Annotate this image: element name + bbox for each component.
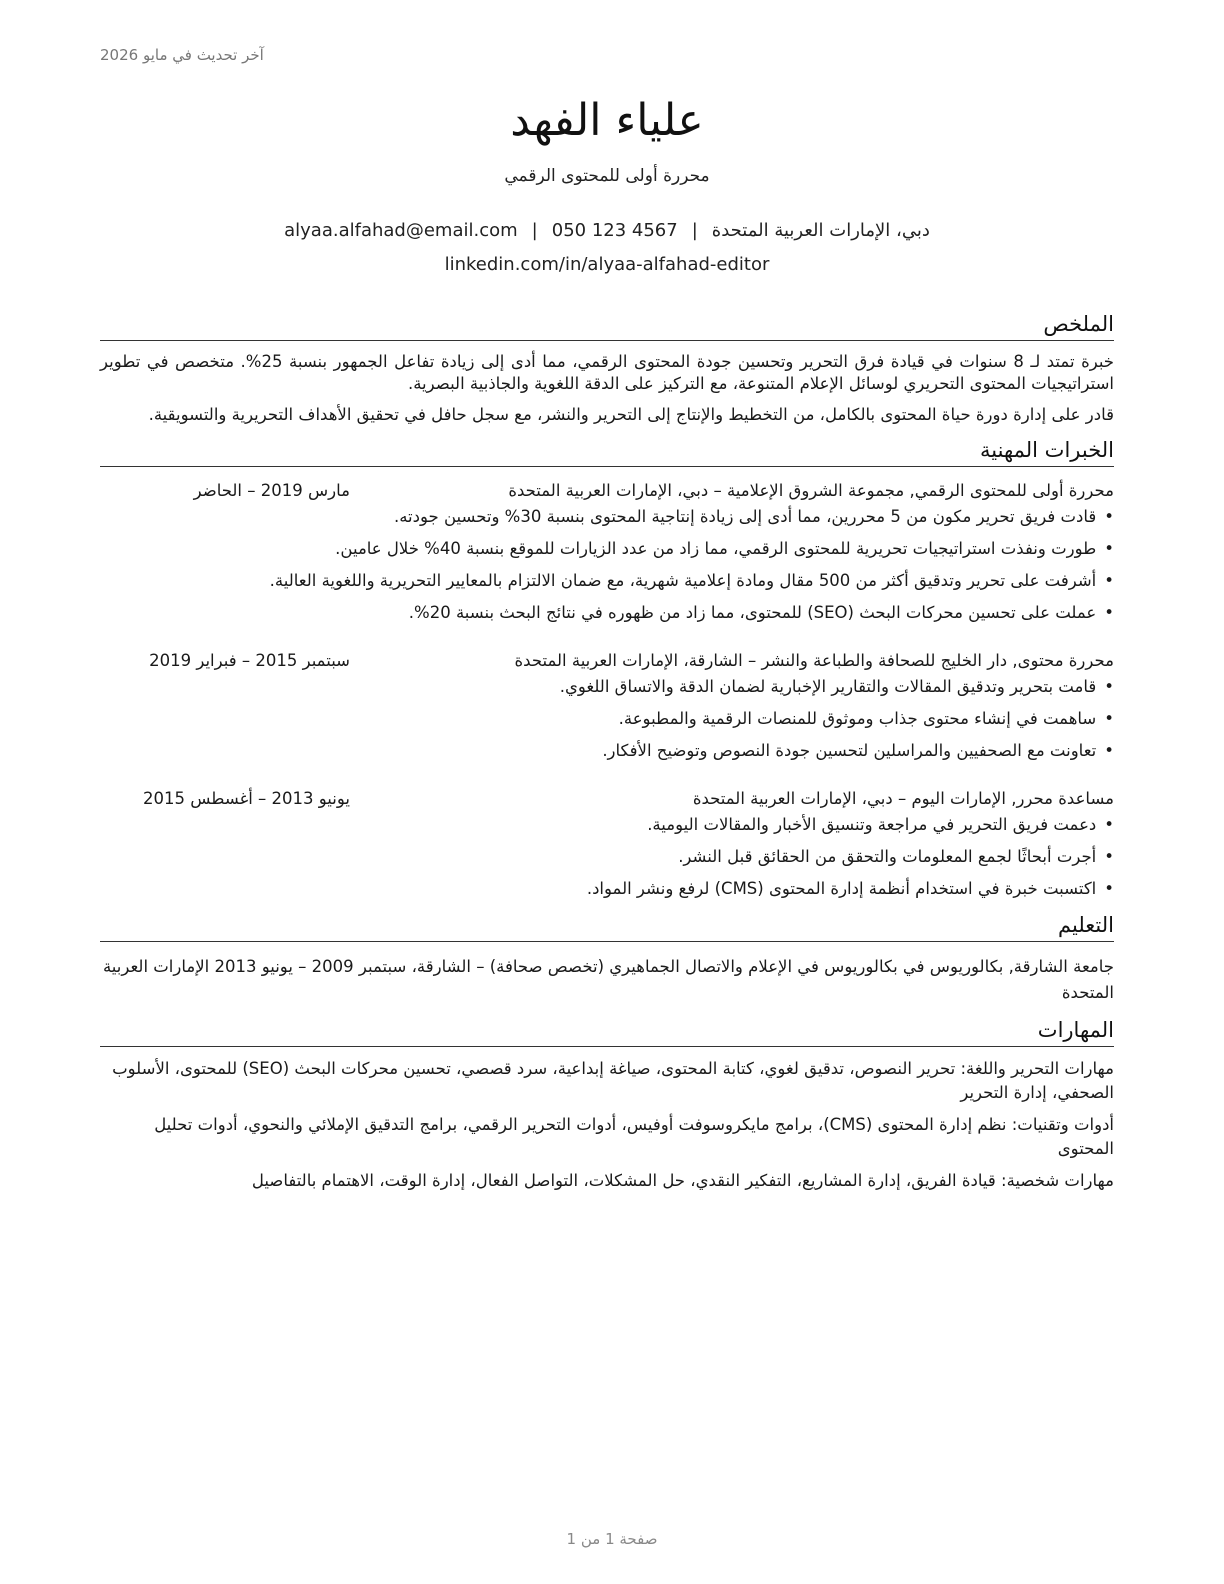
contact-phone: 050 123 4567	[551, 220, 678, 241]
job-bullet: • قامت بتحرير وتدقيق المقالات والتقارير الإخبارية لضمان الدقة والاتساق اللغوي.	[100, 675, 1114, 699]
job-entry	[100, 787, 1114, 901]
contact-line-1	[100, 214, 1114, 248]
experience-section	[100, 436, 1114, 901]
job-dates: يونيو 2013 – أغسطس 2015	[143, 789, 350, 808]
job-entry	[100, 479, 1114, 625]
job-bullet: • اكتسبت خبرة في استخدام أنظمة إدارة المحتوى (CMS) لرفع ونشر المواد.	[100, 877, 1114, 901]
contact-linkedin[interactable]: linkedin.com/in/alyaa-alfahad-editor	[444, 254, 770, 275]
job-bullet: • أجرت أبحاثًا لجمع المعلومات والتحقق من الحقائق قبل النشر.	[100, 845, 1114, 869]
job-title-company: محررة محتوى, دار الخليج للصحافة والطباعة والنشر – الشارقة، الإمارات العربية المتحدة	[514, 651, 1114, 670]
contact-location: دبي، الإمارات العربية المتحدة	[711, 220, 930, 241]
job-title-company: محررة أولى للمحتوى الرقمي, مجموعة الشروق الإعلامية – دبي، الإمارات العربية المتحدة	[508, 481, 1114, 500]
contact-separator: |	[691, 220, 698, 241]
resume-body	[100, 310, 1114, 1203]
job-header	[100, 649, 1114, 673]
resume-header	[100, 92, 1114, 282]
experience-title: الخبرات المهنية	[100, 436, 1114, 467]
contact-email[interactable]: alyaa.alfahad@email.com	[284, 220, 518, 241]
education-section	[100, 911, 1114, 1006]
job-bullet: • ساهمت في إنشاء محتوى جذاب وموثوق للمنصات الرقمية والمطبوعة.	[100, 707, 1114, 731]
job-dates: مارس 2019 – الحاضر	[193, 481, 350, 500]
job-bullet: • أشرفت على تحرير وتدقيق أكثر من 500 مقال ومادة إعلامية شهرية، مع ضمان الالتزام بالمعايير التحريرية واللغوية العالية.	[100, 569, 1114, 593]
job-bullet: • قادت فريق تحرير مكون من 5 محررين، مما أدى إلى زيادة إنتاجية المحتوى بنسبة 30% وتحسين جودته.	[100, 505, 1114, 529]
summary-paragraph: خبرة تمتد لـ 8 سنوات في قيادة فرق التحرير وتحسين جودة المحتوى الرقمي، مما أدى إلى زيادة تفاعل الجمهور بنسبة 25%. متخصص في تطوير استراتيجيات المحتوى التحريري لوسائل الإعلام المتنوعة، مع التركيز على الدقة اللغوية والجاذبية البصرية.	[100, 352, 1114, 393]
contact-line-2	[100, 248, 1114, 282]
job-bullet: • دعمت فريق التحرير في مراجعة وتنسيق الأخبار والمقالات اليومية.	[100, 813, 1114, 837]
skills-title: المهارات	[100, 1016, 1114, 1047]
job-header	[100, 787, 1114, 811]
job-bullet: • طورت ونفذت استراتيجيات تحريرية للمحتوى الرقمي، مما زاد من عدد الزيارات للموقع بنسبة 40% خلال عامين.	[100, 537, 1114, 561]
skills-section	[100, 1016, 1114, 1193]
contact-info	[100, 214, 1114, 282]
skill-group: مهارات التحرير واللغة: تحرير النصوص، تدقيق لغوي، كتابة المحتوى، صياغة إبداعية، سرد قصصي، تحسين محركات البحث (SEO) للمحتوى، الأسلوب الصحفي، إدارة التحرير	[112, 1059, 1114, 1102]
job-bullets	[100, 813, 1114, 901]
summary-title: الملخص	[100, 310, 1114, 341]
skill-group: أدوات وتقنيات: نظم إدارة المحتوى (CMS)، برامج مايكروسوفت أوفيس، أدوات التحرير الرقمي، برامج التدقيق الإملائي والنحوي، أدوات تحليل المحتوى	[154, 1115, 1114, 1158]
job-bullets	[100, 675, 1114, 763]
job-title-company: مساعدة محرر, الإمارات اليوم – دبي، الإمارات العربية المتحدة	[692, 789, 1114, 808]
contact-separator: |	[531, 220, 538, 241]
last-updated-note: آخر تحديث في مايو 2026	[100, 46, 264, 64]
candidate-headline: محررة أولى للمحتوى الرقمي	[504, 166, 710, 186]
job-bullet: • تعاونت مع الصحفيين والمراسلين لتحسين جودة النصوص وتوضيح الأفكار.	[100, 739, 1114, 763]
job-bullet: • عملت على تحسين محركات البحث (SEO) للمحتوى، مما زاد من ظهوره في نتائج البحث بنسبة 20%.	[100, 601, 1114, 625]
candidate-name: علياء الفهد	[510, 95, 704, 146]
job-dates: سبتمبر 2015 – فبراير 2019	[149, 651, 350, 670]
job-header	[100, 479, 1114, 503]
summary-paragraph: قادر على إدارة دورة حياة المحتوى بالكامل، من التخطيط والإنتاج إلى التحرير والنشر، مع سجل حافل في تحقيق الأهداف التحريرية والتسويقية.	[148, 405, 1114, 424]
page-number: صفحة 1 من 1	[566, 1530, 658, 1548]
education-title: التعليم	[100, 911, 1114, 942]
education-entry: جامعة الشارقة, بكالوريوس في بكالوريوس في الإعلام والاتصال الجماهيري (تخصص صحافة) – الشارقة، سبتمبر 2009 – يونيو 2013 الإمارات العربية المتحدة	[102, 957, 1114, 1002]
summary-section	[100, 310, 1114, 426]
skill-group: مهارات شخصية: قيادة الفريق، إدارة المشاريع، التفكير النقدي، حل المشكلات، التواصل الفعال، إدارة الوقت، الاهتمام بالتفاصيل	[251, 1171, 1114, 1190]
job-bullets	[100, 505, 1114, 625]
job-entry	[100, 649, 1114, 763]
